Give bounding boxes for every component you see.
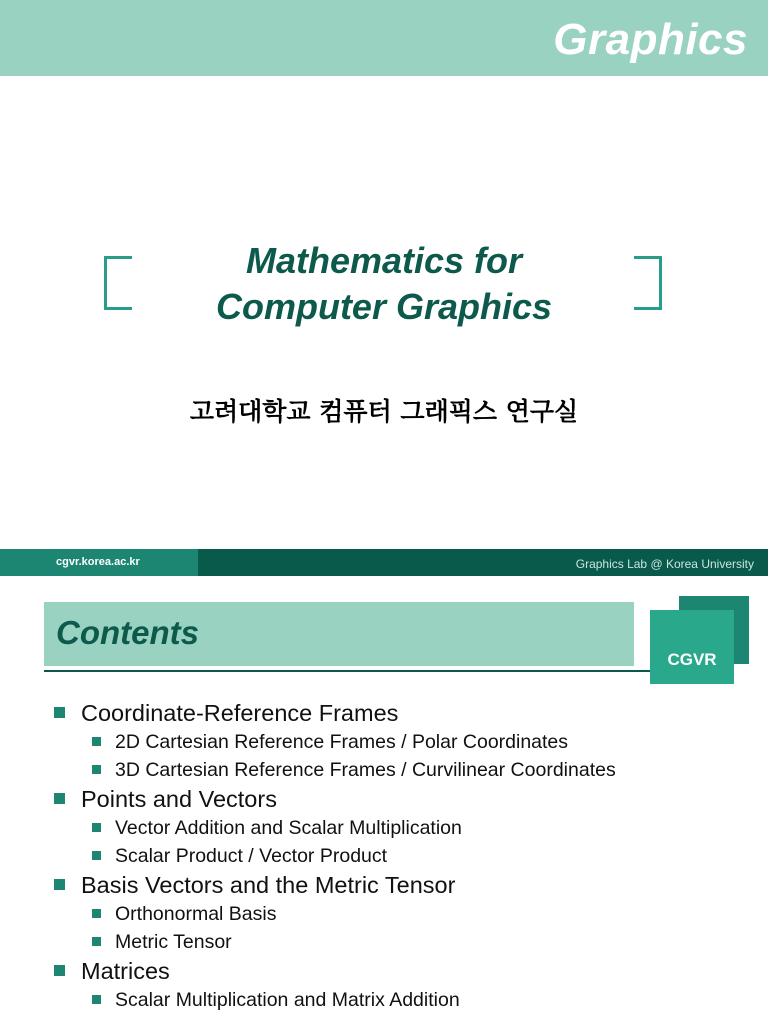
brand-title: Graphics [553, 15, 748, 64]
outline-item-label: Scalar Product / Vector Product [115, 845, 388, 867]
square-bullet-icon [92, 995, 101, 1004]
outline-item-label: Metric Tensor [115, 931, 232, 953]
square-bullet-icon [92, 823, 101, 832]
outline-item-label: Orthonormal Basis [115, 903, 277, 925]
outline-item-label: Coordinate-Reference Frames [81, 700, 399, 726]
footer-url[interactable]: cgvr.korea.ac.kr [56, 556, 140, 568]
outline-subitem [0, 928, 768, 956]
outline-item [0, 870, 768, 900]
outline-subitem [0, 986, 768, 1014]
slide-subtitle: 고려대학교 컴퓨터 그래픽스 연구실 [189, 397, 579, 426]
outline-subitem [0, 756, 768, 784]
square-bullet-icon [92, 851, 101, 860]
outline-item-label: 3D Cartesian Reference Frames / Curvilinear Coordinates [115, 759, 616, 781]
outline-item [0, 784, 768, 814]
outline-item-label: Matrices [81, 958, 170, 984]
outline-subitem [0, 900, 768, 928]
cgvr-logo-text: CGVR [667, 650, 717, 669]
outline-item-label: Basis Vectors and the Metric Tensor [81, 872, 456, 898]
outline-item-label: 2D Cartesian Reference Frames / Polar Coordinates [115, 731, 569, 753]
outline-item-label: Scalar Multiplication and Matrix Addition [115, 989, 460, 1011]
outline-subitem [0, 814, 768, 842]
contents-heading: Contents [56, 614, 199, 651]
footer-lab-name: Graphics Lab @ Korea University [575, 557, 754, 571]
slide-title-line-2: Computer Graphics [215, 286, 553, 327]
cgvr-logo [650, 610, 734, 684]
outline-item-label: Vector Addition and Scalar Multiplication [115, 817, 462, 839]
square-bullet-icon [54, 793, 65, 804]
square-bullet-icon [92, 937, 101, 946]
square-bullet-icon [92, 765, 101, 774]
square-bullet-icon [92, 909, 101, 918]
slide-title-line-1: Mathematics for [245, 240, 523, 281]
square-bullet-icon [92, 737, 101, 746]
slide-title [140, 238, 628, 330]
square-bullet-icon [54, 707, 65, 718]
left-bracket-decoration [104, 256, 132, 310]
square-bullet-icon [54, 965, 65, 976]
outline-item-label: Points and Vectors [81, 786, 277, 812]
contents-outline [0, 698, 768, 1014]
contents-divider [44, 670, 664, 672]
outline-subitem [0, 842, 768, 870]
right-bracket-decoration [634, 256, 662, 310]
square-bullet-icon [54, 879, 65, 890]
outline-subitem [0, 728, 768, 756]
outline-item [0, 698, 768, 728]
outline-item [0, 956, 768, 986]
